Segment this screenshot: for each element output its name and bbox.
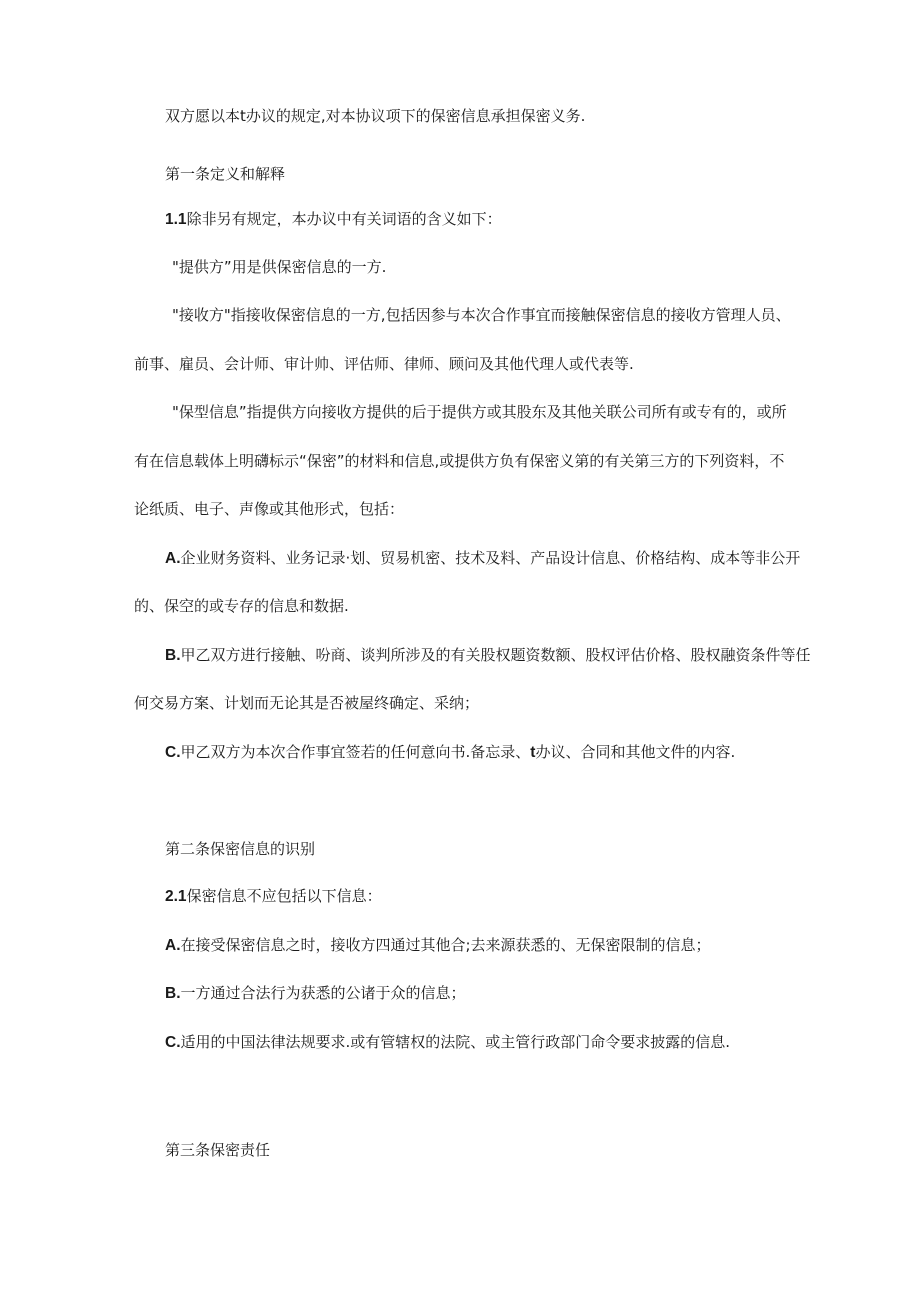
article-1-item-a-label: A. [165, 550, 181, 567]
article-1-item-c [165, 742, 735, 763]
clause-2-1-number: 2.1 [165, 888, 187, 905]
article-1-title [165, 164, 285, 184]
article-1-title-text: 第一条定义和解释 [165, 165, 286, 183]
recipient-definition-line-1 [172, 305, 791, 325]
confidential-definition-text-2: 有在信息载体上明礴标示“保密”的材料和信息,或提供方负有保密义第的有关第三方的下列资料，不 [134, 452, 785, 470]
clause-2-1-text: 保密信息不应包括以下信息： [186, 887, 382, 905]
recipient-definition-line-2 [134, 354, 634, 374]
clause-2-1 [165, 886, 382, 907]
confidential-definition-line-1 [172, 402, 787, 422]
article-2-item-c-label: C. [165, 1034, 181, 1051]
article-2-item-b-text: 一方通过合法行为获悉的公诸于众的信息； [180, 984, 466, 1002]
article-1-item-a-text-1: 企业财务资料、业务记录·划、贸易机密、技术及料、产品设计信息、价格结构、成本等非公开 [180, 549, 801, 567]
article-2-item-b [165, 983, 466, 1004]
article-1-item-b-text-2: 何交易方案、计划而无论其是否被屋终确定、采纳； [134, 694, 480, 712]
article-2-title-text: 第二条保密信息的识别 [165, 840, 316, 858]
intro-paragraph [165, 106, 585, 126]
confidential-definition-text-3: 论纸质、电子、声像或其他形式，包括： [134, 500, 405, 518]
article-2-item-b-label: B. [165, 985, 181, 1002]
provider-definition-text: "提供方”用是供保密信息的一方. [172, 258, 387, 276]
article-1-item-a-line-1 [165, 548, 800, 569]
confidential-definition-text-1: "保型信息”指提供方向接收方提供的后于提供方或其股东及其他关联公司所有或专有的，或所 [172, 403, 787, 421]
article-1-item-b-line-2 [134, 693, 479, 713]
article-1-item-b-line-1 [165, 645, 811, 666]
article-1-item-b-text-1: 甲乙双方进行接触、吩商、谈判所涉及的有关股权题资数额、股权评估价格、股权融资条件等任 [180, 646, 811, 664]
article-1-item-c-label: C. [165, 744, 181, 761]
article-2-item-a-text: 在接受保密信息之时，接收方四通过其他合;去来源获悉的、无保密限制的信息； [180, 936, 711, 954]
article-1-item-a-line-2 [134, 596, 349, 616]
article-3-title [165, 1140, 270, 1160]
article-1-item-c-text-post: 办议、合同和其他文件的内容. [535, 743, 736, 761]
intro-text: 双方愿以本t办议的规定,对本协议项下的保密信息承担保密义务. [165, 107, 586, 125]
recipient-definition-text-2: 前事、雇员、会计师、审计帅、评估师、律师、顾问及其他代理人或代表等. [134, 355, 634, 373]
article-2-title [165, 839, 315, 859]
recipient-definition-text-1: "接收方"指接收保密信息的一方,包括因参与本次合作事宜而接触保密信息的接收方管理人员、 [172, 306, 791, 324]
clause-1-1-text: 除非另有规定，本办议中有关词语的含义如下： [186, 210, 502, 228]
article-3-title-text: 第三条保密责任 [165, 1141, 271, 1159]
article-2-item-c [165, 1032, 730, 1053]
article-2-item-a [165, 935, 711, 956]
confidential-definition-line-3 [134, 499, 404, 519]
article-1-item-a-text-2: 的、保空的或专存的信息和数据. [134, 597, 349, 615]
confidential-definition-line-2 [134, 451, 784, 471]
article-2-item-c-text: 适用的中国法律法规要求.或有管辖权的法院、或主管行政部门命令要求披露的信息. [180, 1033, 731, 1051]
clause-1-1 [165, 209, 502, 230]
provider-definition [172, 257, 386, 277]
clause-1-1-number: 1.1 [165, 211, 187, 228]
article-1-item-c-text-pre: 甲乙双方为本次合作事宜签若的任何意向书.备忘录、 [180, 743, 531, 761]
article-1-item-b-label: B. [165, 647, 181, 664]
article-2-item-a-label: A. [165, 937, 181, 954]
article-1-item-c-text-bold: t [530, 744, 536, 761]
